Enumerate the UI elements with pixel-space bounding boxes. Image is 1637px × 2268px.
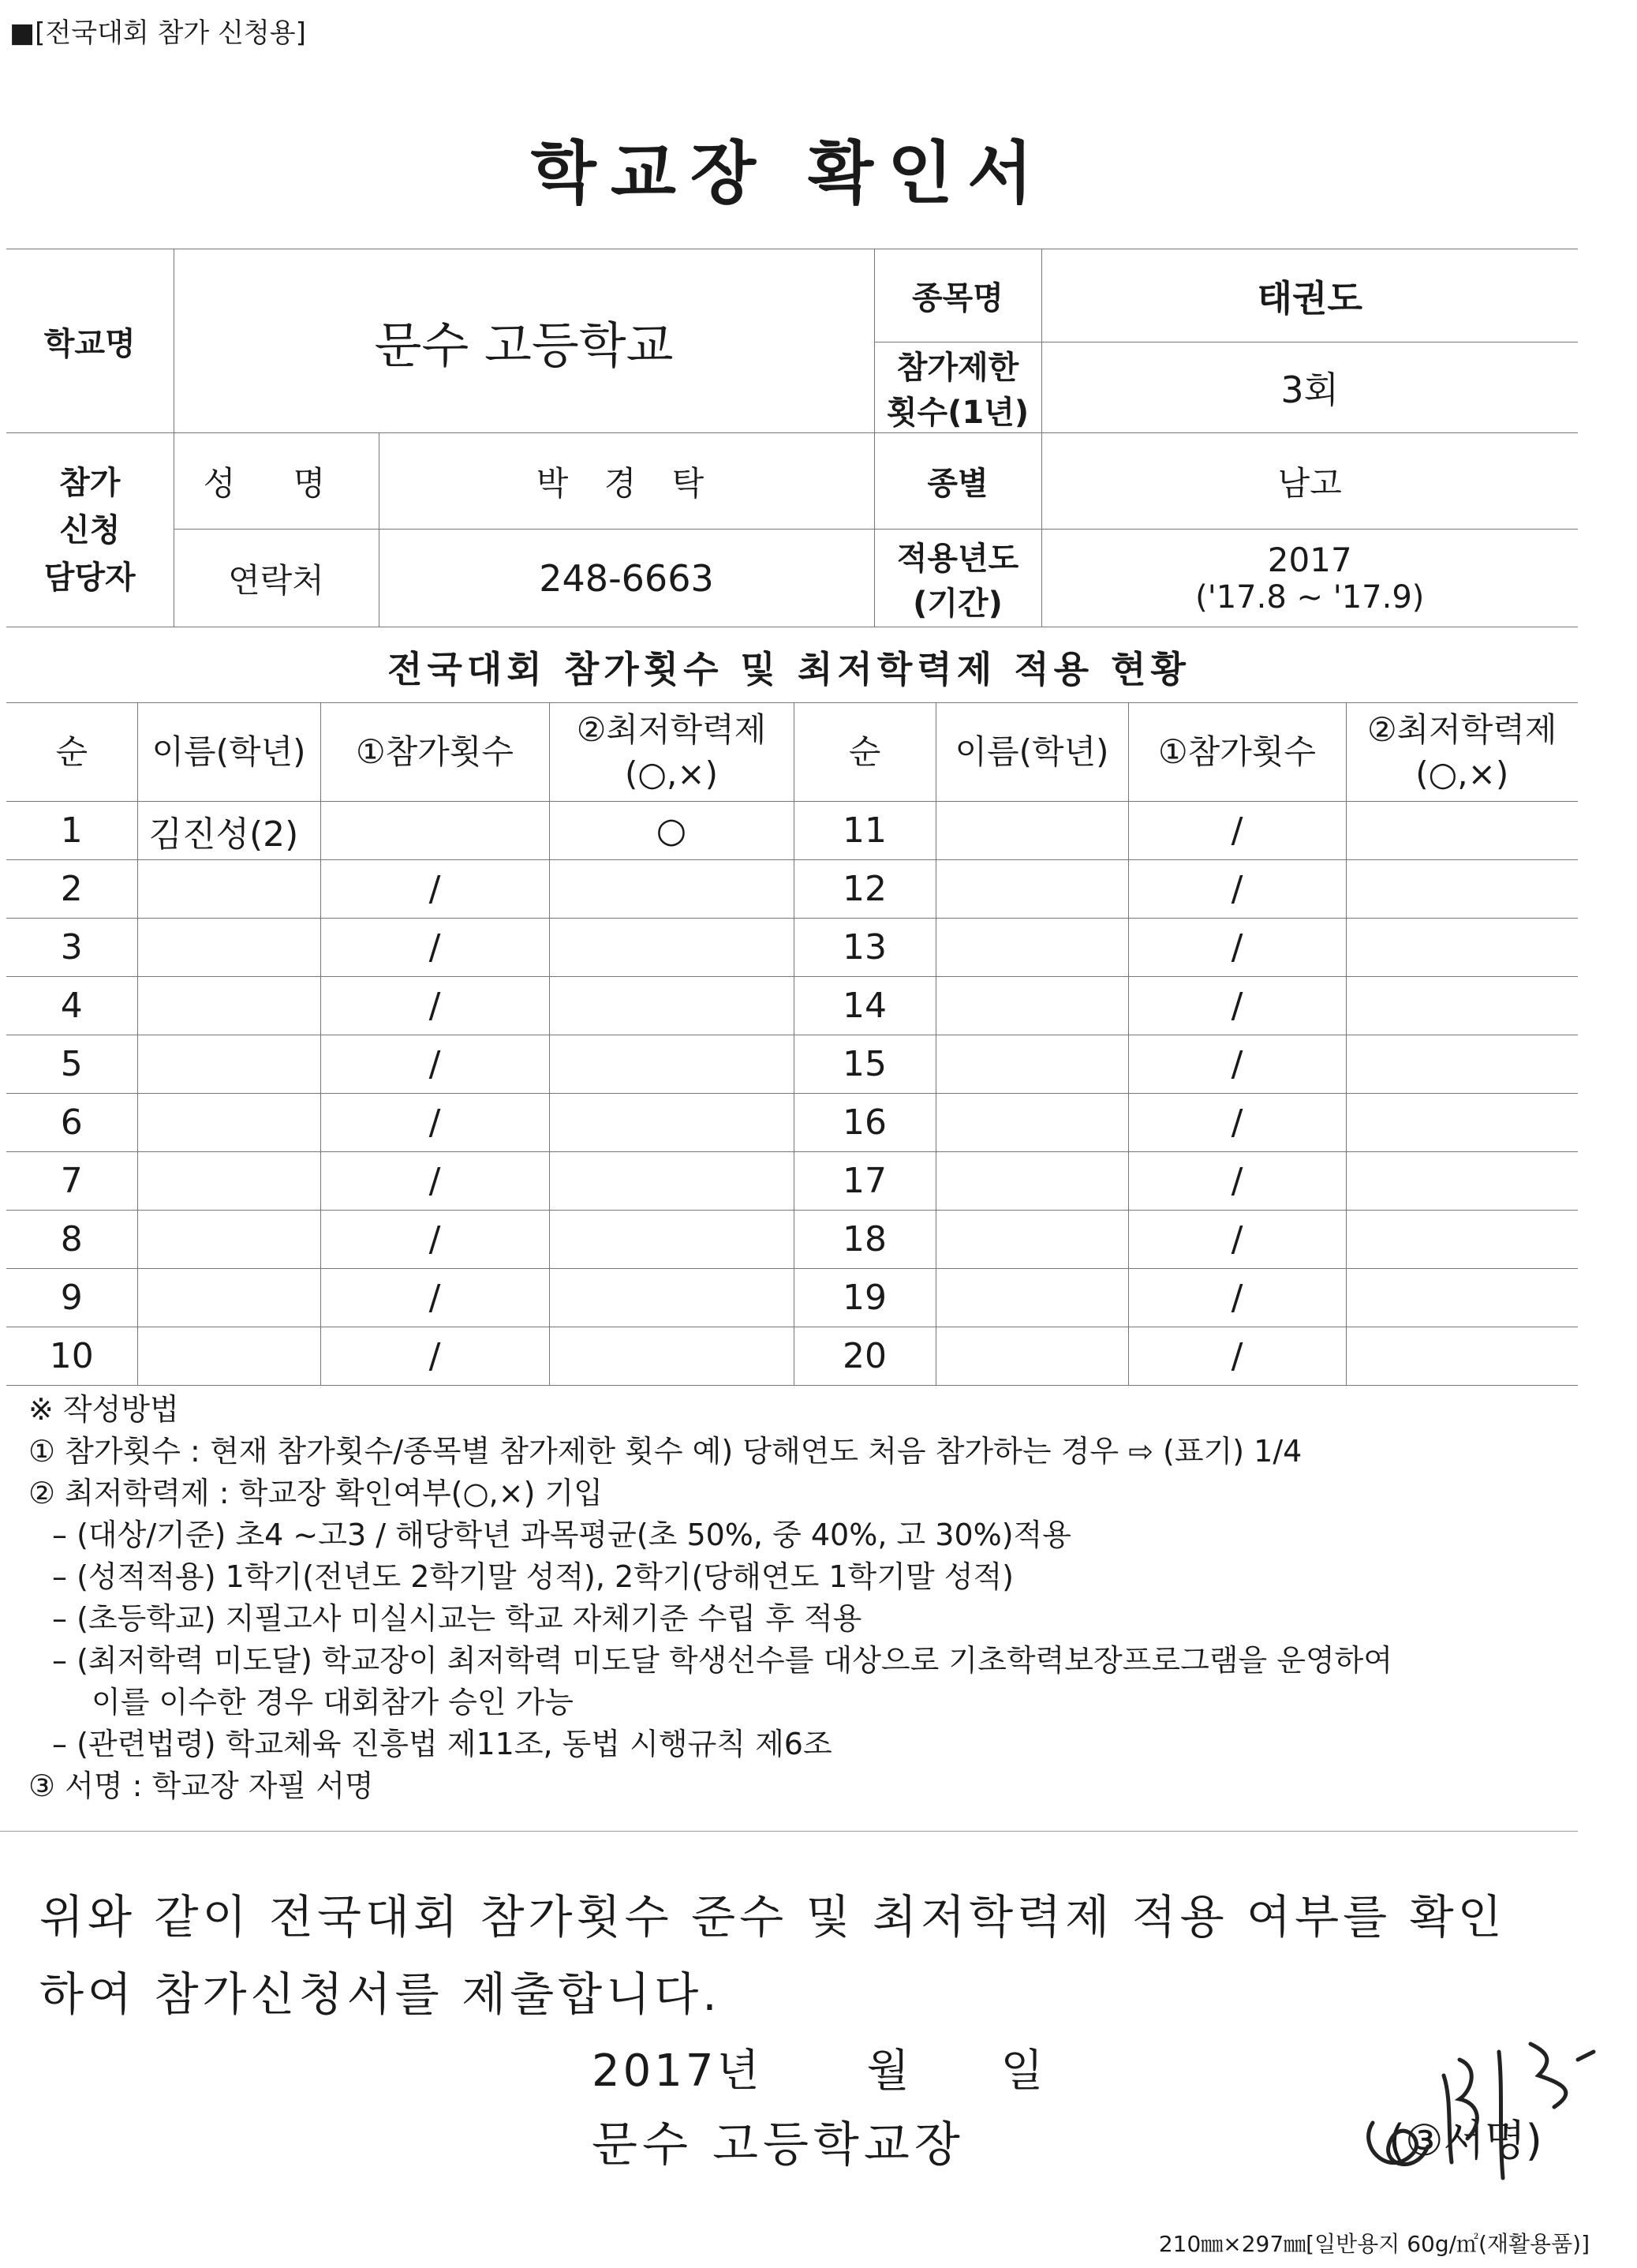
signature-label: (③서명): [1388, 2116, 1542, 2165]
count-cell: /: [1128, 1094, 1346, 1152]
school-principal: 문수 고등학교장: [592, 2117, 965, 2173]
count-cell: /: [320, 1152, 549, 1211]
header-min-left: [549, 703, 794, 802]
limit-value: 3회: [1041, 342, 1578, 433]
name-cell: [936, 1211, 1128, 1269]
category-value: 남고: [1041, 433, 1578, 530]
paper-spec: 210㎜×297㎜[일반용지 60g/㎡(재활용품)]: [1158, 2231, 1590, 2257]
category-label: 종별: [874, 433, 1041, 530]
table-row: [6, 860, 1578, 919]
header-count-right: ①참가횟수: [1128, 703, 1346, 802]
header-name-right: 이름(학년): [936, 703, 1128, 802]
limit-label-line1: 참가제한: [896, 350, 1019, 386]
count-cell: /: [320, 1094, 549, 1152]
min-cell: [1346, 1269, 1578, 1327]
year-label: [874, 530, 1041, 627]
confirmation-line1: 위와 같이 전국대회 참가횟수 준수 및 최저학력제 적용 여부를 확인: [39, 1890, 1506, 1944]
table-row: [6, 977, 1578, 1035]
min-cell: ○: [549, 802, 794, 860]
school-info-table: [6, 249, 1578, 627]
name-cell: [936, 919, 1128, 977]
no-cell: 3: [6, 919, 137, 977]
table-row: [6, 1211, 1578, 1269]
name-cell: [936, 802, 1128, 860]
note-heading: ※ 작성방법: [28, 1392, 179, 1427]
applicant-label-line3: 담당자: [43, 559, 136, 596]
page-title: 학교장 확인서: [530, 134, 1048, 213]
contact-label: 연락처: [174, 530, 379, 627]
contact-value: 248-6663: [379, 530, 874, 627]
confirmation-text: [39, 1878, 1578, 2033]
date-day: 일: [1000, 2045, 1047, 2097]
count-cell: /: [1128, 802, 1346, 860]
participation-grid: [6, 702, 1578, 1386]
note-2-grade: – (성적적용) 1학기(전년도 2학기말 성적), 2학기(당해연도 1학기말 성적): [52, 1559, 1014, 1594]
min-cell: [549, 977, 794, 1035]
status-title: 전국대회 참가횟수 및 최저학력제 적용 현황: [387, 648, 1190, 691]
name-cell: [936, 860, 1128, 919]
min-cell: [1346, 919, 1578, 977]
sport-label: 종목명: [874, 249, 1041, 342]
table-row: [6, 1094, 1578, 1152]
name-cell: [137, 1035, 320, 1094]
min-cell: [549, 1211, 794, 1269]
no-cell: 4: [6, 977, 137, 1035]
note-2-target: – (대상/기준) 초4 ~고3 / 해당학년 과목평균(초 50%, 중 40%, 고 30%)적용: [52, 1518, 1071, 1552]
name-cell: [137, 1327, 320, 1386]
applicant-label-line2: 신청: [59, 511, 121, 548]
no-cell: 2: [6, 860, 137, 919]
no-cell: 7: [6, 1152, 137, 1211]
no-cell: 17: [794, 1152, 936, 1211]
count-cell: /: [1128, 1211, 1346, 1269]
note-2-unmet: – (최저학력 미도달) 학교장이 최저학력 미도달 학생선수를 대상으로 기초학력보장프로그램을 운영하여: [52, 1643, 1393, 1678]
min-cell: [549, 919, 794, 977]
no-cell: 12: [794, 860, 936, 919]
name-value: 박 경 탁: [379, 433, 874, 530]
min-cell: [1346, 1152, 1578, 1211]
min-cell: [549, 1327, 794, 1386]
min-cell: [1346, 977, 1578, 1035]
name-cell: [936, 1327, 1128, 1386]
header-count-left: ①참가횟수: [320, 703, 549, 802]
min-cell: [549, 1152, 794, 1211]
name-cell: [137, 1211, 320, 1269]
no-cell: 13: [794, 919, 936, 977]
min-cell: [549, 1094, 794, 1152]
name-cell: [137, 919, 320, 977]
min-cell: [1346, 802, 1578, 860]
name-label: 성 명: [174, 433, 379, 530]
count-cell: /: [320, 860, 549, 919]
grid-header-row: [6, 703, 1578, 802]
header-no-left: 순: [6, 703, 137, 802]
note-2-unmet-cont: 이를 이수한 경우 대회참가 승인 가능: [92, 1685, 574, 1720]
school-name: 문수 고등학교: [174, 249, 874, 433]
no-cell: 19: [794, 1269, 936, 1327]
school-label: 학교명: [6, 249, 174, 433]
no-cell: 14: [794, 977, 936, 1035]
year-label-line1: 적용년도: [896, 540, 1019, 577]
note-2-elementary: – (초등학교) 지필고사 미실시교는 학교 자체기준 수립 후 적용: [52, 1601, 862, 1636]
name-cell: [137, 1152, 320, 1211]
confirmation-line2: 하여 참가신청서를 제출합니다.: [39, 1967, 721, 2021]
count-cell: /: [1128, 860, 1346, 919]
name-cell: [936, 1152, 1128, 1211]
instructions: [28, 1389, 1575, 1807]
no-cell: 20: [794, 1327, 936, 1386]
form-tag: ■[전국대회 참가 신청용]: [9, 17, 306, 49]
header-min-left-line1: ②최저학력제: [576, 710, 767, 749]
table-row: [6, 802, 1578, 860]
header-min-right-line1: ②최저학력제: [1366, 710, 1557, 749]
name-cell: [137, 1094, 320, 1152]
table-row: [6, 919, 1578, 977]
sport-value: 태권도: [1041, 249, 1578, 342]
count-cell: /: [1128, 1152, 1346, 1211]
table-row: [6, 1152, 1578, 1211]
table-row: [6, 1327, 1578, 1386]
year-value: 2017: [1267, 541, 1352, 579]
count-cell: /: [1128, 1327, 1346, 1386]
name-cell: [936, 1094, 1128, 1152]
count-cell: /: [320, 919, 549, 977]
name-cell: [137, 1269, 320, 1327]
header-name-left: 이름(학년): [137, 703, 320, 802]
count-cell: /: [1128, 1269, 1346, 1327]
year-cell: [1041, 530, 1578, 627]
name-cell: [936, 1035, 1128, 1094]
note-1: ① 참가횟수 : 현재 참가횟수/종목별 참가제한 횟수 예) 당해연도 처음 참가하는 경우 ⇨ (표기) 1/4: [28, 1434, 1302, 1469]
count-cell: /: [1128, 977, 1346, 1035]
name-cell: [936, 977, 1128, 1035]
no-cell: 1: [6, 802, 137, 860]
min-cell: [549, 1269, 794, 1327]
min-cell: [1346, 860, 1578, 919]
min-cell: [1346, 1094, 1578, 1152]
count-cell: /: [320, 1269, 549, 1327]
date-month: 월: [866, 2045, 913, 2097]
note-3: ③ 서명 : 학교장 자필 서명: [28, 1768, 374, 1803]
header-min-left-line2: (○,×): [625, 754, 718, 793]
name-cell: [137, 977, 320, 1035]
name-cell: 김진성(2): [137, 802, 320, 860]
header-no-right: 순: [794, 703, 936, 802]
count-cell: /: [1128, 919, 1346, 977]
no-cell: 18: [794, 1211, 936, 1269]
min-cell: [1346, 1035, 1578, 1094]
no-cell: 8: [6, 1211, 137, 1269]
applicant-label-line1: 참가: [59, 464, 121, 501]
applicant-label: [6, 433, 174, 627]
count-cell: /: [320, 1211, 549, 1269]
no-cell: 10: [6, 1327, 137, 1386]
min-cell: [1346, 1327, 1578, 1386]
min-cell: [1346, 1211, 1578, 1269]
note-2: ② 최저학력제 : 학교장 확인여부(○,×) 기입: [28, 1476, 603, 1510]
limit-label: [874, 342, 1041, 433]
name-cell: [137, 860, 320, 919]
name-cell: [936, 1269, 1128, 1327]
count-cell: [320, 802, 549, 860]
count-cell: /: [320, 1035, 549, 1094]
count-cell: /: [320, 1327, 549, 1386]
table-row: [6, 1269, 1578, 1327]
no-cell: 9: [6, 1269, 137, 1327]
divider: [0, 1831, 1578, 1832]
no-cell: 11: [794, 802, 936, 860]
min-cell: [549, 1035, 794, 1094]
no-cell: 5: [6, 1035, 137, 1094]
header-min-right-line2: (○,×): [1415, 754, 1509, 793]
header-min-right: [1346, 703, 1578, 802]
year-label-line2: (기간): [913, 585, 1003, 622]
no-cell: 16: [794, 1094, 936, 1152]
table-row: [6, 1035, 1578, 1094]
min-cell: [549, 860, 794, 919]
submission-date: [592, 2036, 1046, 2099]
no-cell: 6: [6, 1094, 137, 1152]
handwritten-signature: [1341, 2028, 1625, 2186]
no-cell: 15: [794, 1035, 936, 1094]
period-value: ('17.8 ~ '17.9): [1195, 579, 1425, 616]
count-cell: /: [1128, 1035, 1346, 1094]
date-year: 2017년: [592, 2045, 763, 2097]
note-2-law: – (관련법령) 학교체육 진흥법 제11조, 동법 시행규칙 제6조: [52, 1727, 832, 1761]
count-cell: /: [320, 977, 549, 1035]
limit-label-line2: 횟수(1년): [886, 395, 1030, 431]
